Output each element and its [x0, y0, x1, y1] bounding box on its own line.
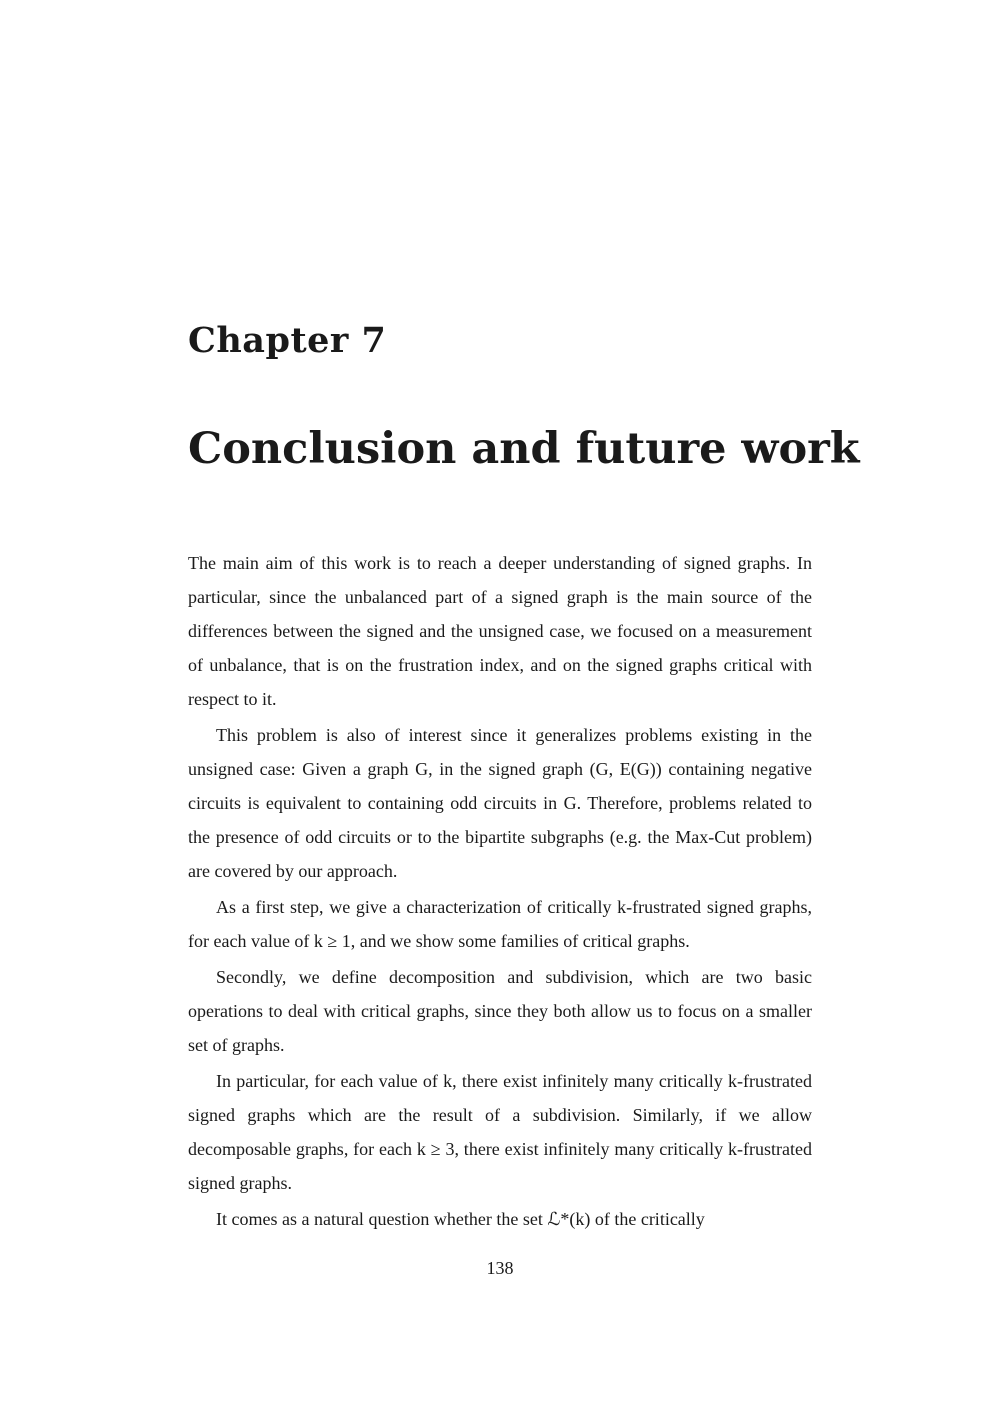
body-text: [188, 546, 812, 1238]
paragraph-6: It comes as a natural question whether the set ℒ*(k) of the critically: [216, 1209, 705, 1229]
chapter-title: Conclusion and future work: [188, 424, 860, 474]
paragraph-4: Secondly, we define decomposition and subdivision, which are two basic operations to deal with critical graphs, since they both allow us to focus on a smaller set of graphs.: [188, 967, 812, 1055]
paragraph-5: In particular, for each value of k, there exist infinitely many critically k-frustrated signed graphs which are the result of a subdivision. Similarly, if we allow decomposable graphs, for each k ≥ 3, there exist infinitely many critically k-frustrated signed graphs.: [188, 1071, 812, 1193]
paragraph-3: As a first step, we give a characterization of critically k-frustrated signed graphs, for each value of k ≥ 1, and we show some families of critical graphs.: [188, 897, 812, 951]
chapter-label: Chapter 7: [188, 320, 387, 361]
paragraph-2: This problem is also of interest since it generalizes problems existing in the unsigned case: Given a graph G, in the signed graph (G, E(G)) containing negative circuits is equivalent to containing odd circuits in G. Therefore, problems related to the presence of odd circuits or to the bipartite subgraphs (e.g. the Max-Cut problem) are covered by our approach.: [188, 725, 812, 881]
page-number: 138: [486, 1258, 514, 1278]
paragraph-1: The main aim of this work is to reach a deeper understanding of signed graphs. In particular, since the unbalanced part of a signed graph is the main source of the differences between the signed and the unsigned case, we focused on a measurement of unbalance, that is on the frustration index, and on the signed graphs critical with respect to it.: [188, 553, 812, 709]
